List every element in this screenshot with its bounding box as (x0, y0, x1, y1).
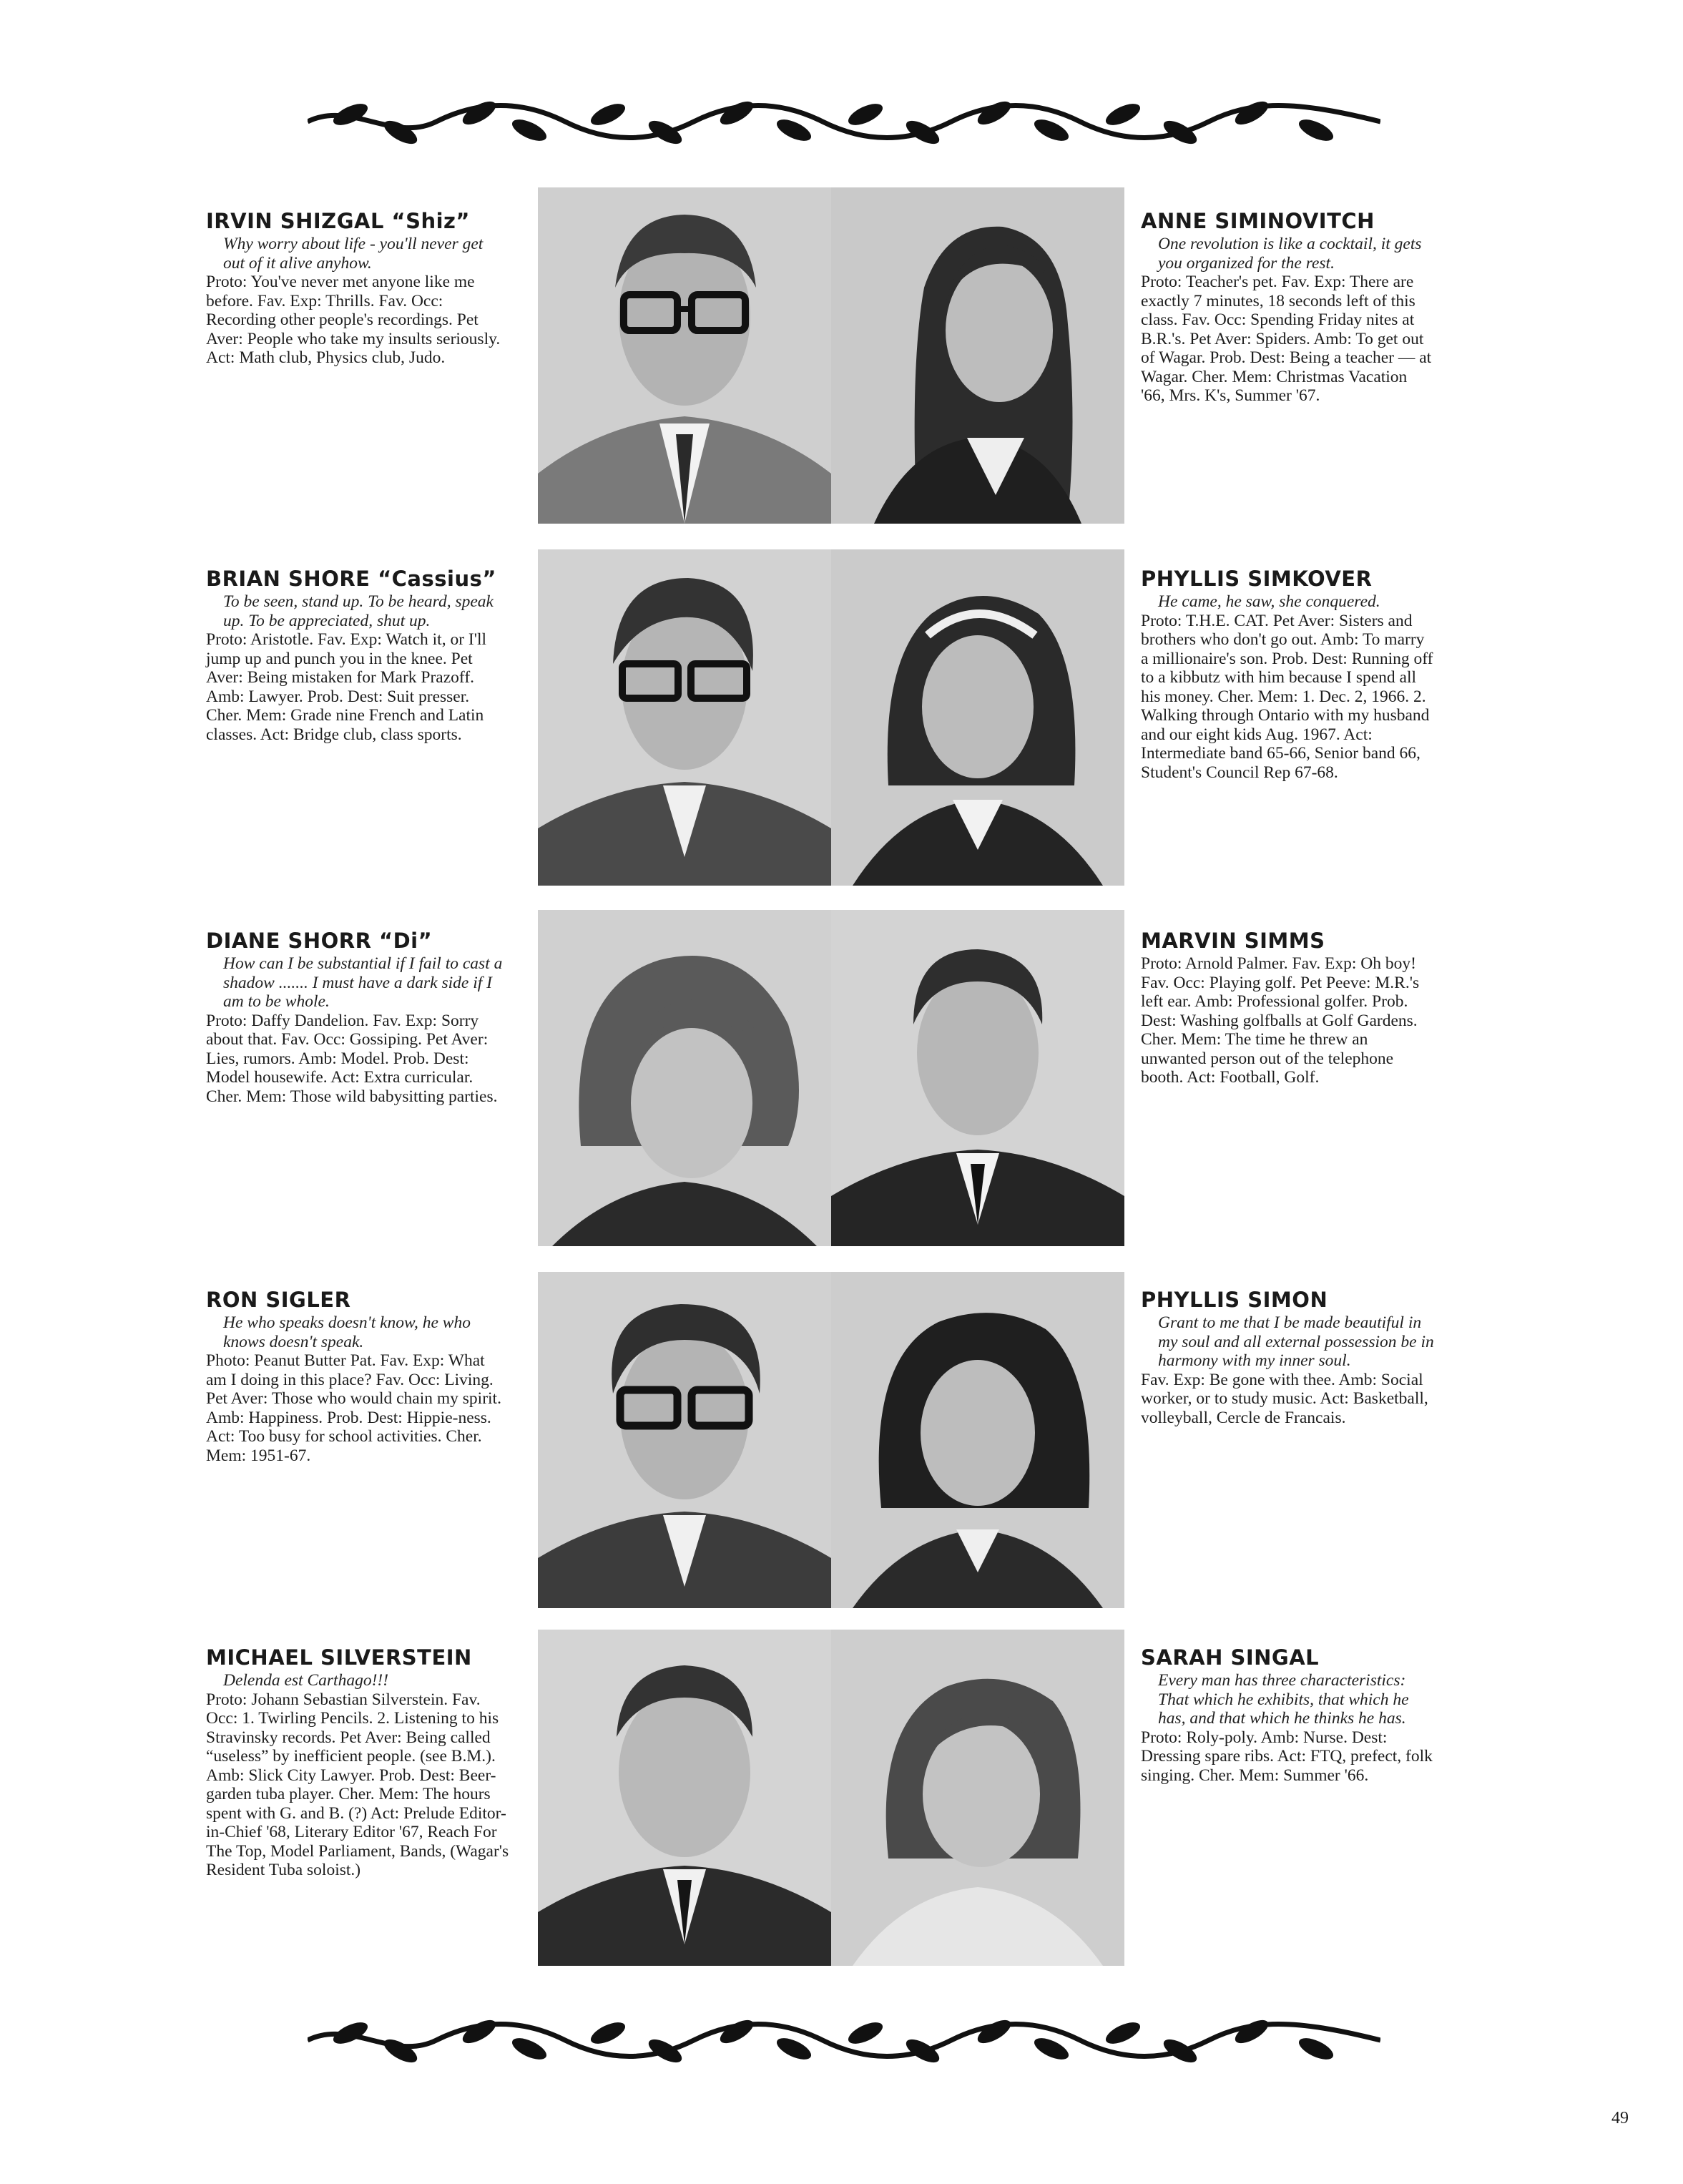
portrait-photo-brian-shore (538, 549, 831, 886)
student-quote: He came, he saw, she conquered. (1158, 592, 1380, 611)
portrait-photo-sarah-singal (831, 1630, 1124, 1966)
student-quote: How can I be substantial if I fail to cast a shadow ....... I must have a dark side if I am to be whole. (223, 954, 503, 1011)
student-name: ANNE SIMINOVITCH (1141, 209, 1375, 233)
portrait-photo-irvin-shizgal (538, 187, 831, 524)
student-quote: One revolution is like a cocktail, it gets you organized for the rest. (1158, 235, 1422, 273)
student-quote: Every man has three characteristics: That which he exhibits, that which he has, and that which he thinks he has. (1158, 1671, 1409, 1728)
student-bio: Photo: Peanut Butter Pat. Fav. Exp: What am I doing in this place? Fav. Occ: Living. Pet Aver: Those who would chain my spirit. Amb: Happiness. Prob. Dest: Hippie-ness. Act: Too busy for school activities. Cher. Mem: 1951-67. (206, 1351, 501, 1465)
student-name: MICHAEL SILVERSTEIN (206, 1645, 472, 1670)
student-quote: Grant to me that I be made beautiful in my soul and all external possession be in harmony with my inner soul. (1158, 1313, 1434, 1370)
entry-anne-siminovitch (1141, 209, 1434, 406)
entry-sarah-singal (1141, 1645, 1434, 1785)
student-quote: Why worry about life - you'll never get out of it alive anyhow. (223, 235, 484, 273)
student-name: MARVIN SIMMS (1141, 929, 1325, 953)
entry-ron-sigler (206, 1288, 506, 1465)
student-quote: Delenda est Carthago!!! (223, 1671, 389, 1690)
student-name: PHYLLIS SIMKOVER (1141, 567, 1373, 591)
student-bio: Proto: Johann Sebastian Silverstein. Fav. Occ: 1. Twirling Pencils. 2. Listening to his Stravinsky records. Pet Aver: Being called “useless” by inefficient people. (see B.M.). Amb: Slick City Lawyer. Prob. Dest: Beer-garden tuba player. Cher. Mem: The hours spent with G. and B. (?) Act: Prelude Editor-in-Chief '68, Literary Editor '67, Reach For The Top, Model Parliament, Bands, (Wagar's Resident Tuba soloist.) (206, 1690, 509, 1879)
student-bio: Proto: T.H.E. CAT. Pet Aver: Sisters and brothers who don't go out. Amb: To marry a millionaire's son. Prob. Dest: Running off to a kibbutz with him because I spend all his money. Cher. Mem: 1. Dec. 2, 1966. 2. Walking through Ontario with my husband and our eight kids Aug. 1967. Act: Intermediate band 65-66, Senior band 66, Student's Council Rep 67-68. (1141, 611, 1433, 782)
student-name: SARAH SINGAL (1141, 1645, 1320, 1670)
student-quote: He who speaks doesn't know, he who knows doesn't speak. (223, 1313, 471, 1351)
student-name: BRIAN SHORE “Cassius” (206, 567, 496, 591)
entry-michael-silverstein (206, 1645, 514, 1880)
entry-phyllis-simon (1141, 1288, 1434, 1427)
student-bio: Proto: Aristotle. Fav. Exp: Watch it, or I'll jump up and punch you in the knee. Pet Aver: Being mistaken for Mark Prazoff. Amb: Lawyer. Prob. Dest: Suit presser. Cher. Mem: Grade nine French and Latin classes. Act: Bridge club, class sports. (206, 630, 487, 744)
student-name: DIANE SHORR “Di” (206, 929, 433, 953)
page-number: 49 (1611, 2109, 1629, 2127)
portrait-photo-ron-sigler (538, 1272, 831, 1608)
student-bio: Proto: Roly-poly. Amb: Nurse. Dest: Dressing spare ribs. Act: FTQ, prefect, folk singing. Cher. Mem: Summer '66. (1141, 1728, 1433, 1785)
student-name: IRVIN SHIZGAL “Shiz” (206, 209, 470, 233)
vine-ornament-top (308, 93, 1380, 150)
entry-marvin-simms (1141, 929, 1434, 1087)
student-quote: To be seen, stand up. To be heard, speak up. To be appreciated, shut up. (223, 592, 494, 630)
portrait-photo-diane-shorr (538, 910, 831, 1246)
student-bio: Proto: Teacher's pet. Fav. Exp: There are exactly 7 minutes, 18 seconds left of this class. Fav. Occ: Spending Friday nites at B.R.'s. Pet Aver: Spiders. Amb: To get out of Wagar. Prob. Dest: Being a teacher — at Wagar. Cher. Mem: Christmas Vacation '66, Mrs. K's, Summer '67. (1141, 273, 1432, 405)
portrait-photo-michael-silverstein (538, 1630, 831, 1966)
portrait-photo-phyllis-simon (831, 1272, 1124, 1608)
entry-irvin-shizgal (206, 209, 506, 368)
portrait-photo-anne-siminovitch (831, 187, 1124, 524)
student-bio: Fav. Exp: Be gone with thee. Amb: Social worker, or to study music. Act: Basketball, volleyball, Cercle de Francais. (1141, 1370, 1428, 1427)
portrait-photo-marvin-simms (831, 910, 1124, 1246)
student-bio: Proto: Daffy Dandelion. Fav. Exp: Sorry about that. Fav. Occ: Gossiping. Pet Aver: Lies, rumors. Amb: Model. Prob. Dest: Model housewife. Act: Extra curricular. Cher. Mem: Those wild babysitting parties. (206, 1011, 498, 1106)
student-bio: Proto: You've never met anyone like me before. Fav. Exp: Thrills. Fav. Occ: Recording other people's recordings. Pet Aver: People who take my insults seriously. Act: Math club, Physics club, Judo. (206, 273, 501, 367)
entry-phyllis-simkover (1141, 567, 1434, 782)
student-name: RON SIGLER (206, 1288, 351, 1312)
student-bio: Proto: Arnold Palmer. Fav. Exp: Oh boy! Fav. Occ: Playing golf. Pet Peeve: M.R.'s left ear. Amb: Professional golfer. Prob. Dest: Washing golfballs at Golf Gardens. Cher. Mem: The time he threw an unwanted person out of the telephone booth. Act: Football, Golf. (1141, 954, 1420, 1087)
portrait-photo-phyllis-simkover (831, 549, 1124, 886)
entry-diane-shorr (206, 929, 506, 1106)
vine-ornament-bottom (308, 2012, 1380, 2069)
student-name: PHYLLIS SIMON (1141, 1288, 1328, 1312)
entry-brian-shore (206, 567, 506, 744)
